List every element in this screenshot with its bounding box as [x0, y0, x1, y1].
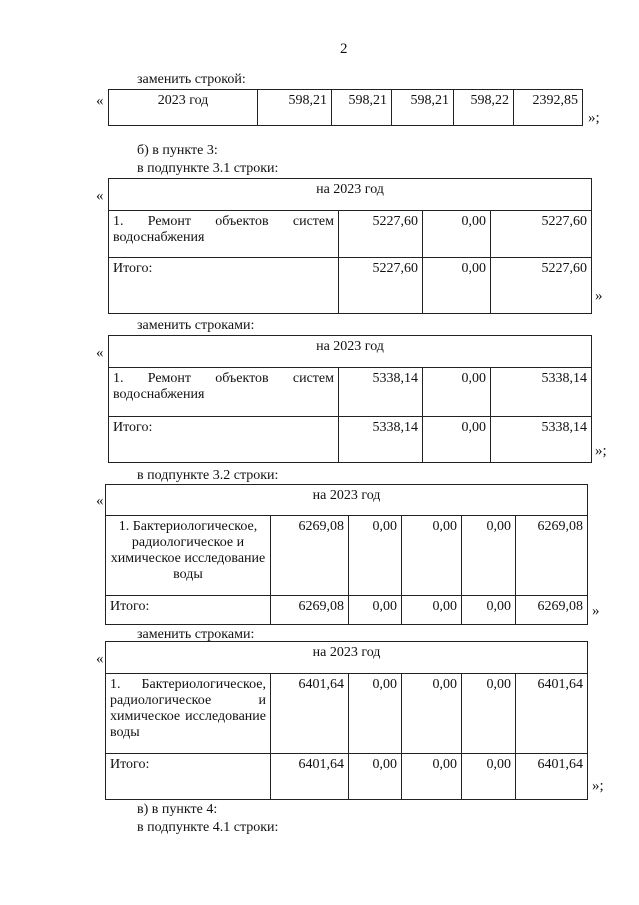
- close-quote: »;: [595, 443, 607, 459]
- subsection-heading: б) в пункте 3:: [137, 143, 218, 158]
- value-cell: 0,00: [462, 674, 516, 754]
- value-cell: 0,00: [402, 754, 462, 800]
- table-3-1-old: [108, 178, 592, 314]
- table-header: на 2023 год: [106, 642, 588, 674]
- value-cell: 598,21: [258, 90, 332, 126]
- table-3-2-new: [105, 641, 588, 800]
- value-cell: 6269,08: [271, 596, 349, 625]
- value-cell: 0,00: [462, 754, 516, 800]
- row-label: 1. Ремонт объектов систем водоснабжения: [109, 368, 339, 417]
- open-quote: «: [96, 345, 104, 361]
- row-label: 1. Бактериологическое, радиологическое и химическое исследование воды: [106, 516, 271, 596]
- open-quote: «: [96, 493, 104, 509]
- table-3-2-old: [105, 484, 588, 625]
- open-quote: «: [96, 651, 104, 667]
- value-cell: 0,00: [402, 674, 462, 754]
- value-cell: 5227,60: [339, 211, 423, 258]
- row-label: 1. Бактериологическое, радиологическое и химическое исследование воды: [106, 674, 271, 754]
- total-label: Итого:: [109, 258, 339, 314]
- close-quote: »;: [592, 778, 604, 794]
- value-cell: 5338,14: [491, 368, 592, 417]
- subsection-subheading: в подпункте 4.1 строки:: [137, 820, 279, 835]
- replace-lines-intro: заменить строками:: [137, 627, 255, 642]
- value-cell: 0,00: [349, 674, 402, 754]
- close-quote: »: [595, 288, 603, 304]
- value-cell: 598,21: [332, 90, 392, 126]
- value-cell: 0,00: [462, 516, 516, 596]
- close-quote: »: [592, 603, 600, 619]
- value-cell: 6401,64: [271, 754, 349, 800]
- value-cell: 6269,08: [271, 516, 349, 596]
- value-cell: 6401,64: [516, 754, 588, 800]
- table-3-1-new: [108, 335, 592, 463]
- value-cell: 0,00: [423, 258, 491, 314]
- total-cell: 2392,85: [514, 90, 583, 126]
- value-cell: 5227,60: [491, 258, 592, 314]
- table-header: на 2023 год: [109, 336, 592, 368]
- value-cell: 0,00: [349, 754, 402, 800]
- value-cell: 6269,08: [516, 516, 588, 596]
- total-label: Итого:: [106, 596, 271, 625]
- table-header: на 2023 год: [109, 179, 592, 211]
- value-cell: 6401,64: [516, 674, 588, 754]
- value-cell: 5338,14: [339, 417, 423, 463]
- value-cell: 0,00: [402, 596, 462, 625]
- value-cell: 6269,08: [516, 596, 588, 625]
- value-cell: 0,00: [423, 368, 491, 417]
- value-cell: 0,00: [402, 516, 462, 596]
- value-cell: 0,00: [462, 596, 516, 625]
- value-cell: 598,22: [454, 90, 514, 126]
- value-cell: 5227,60: [491, 211, 592, 258]
- value-cell: 0,00: [423, 417, 491, 463]
- page-number: 2: [340, 41, 348, 57]
- row-label: 1. Ремонт объектов систем водоснабжения: [109, 211, 339, 258]
- replace-lines-intro: заменить строками:: [137, 318, 255, 333]
- table-header: на 2023 год: [106, 485, 588, 516]
- subsection-subheading: в подпункте 3.2 строки:: [137, 468, 279, 483]
- total-label: Итого:: [109, 417, 339, 463]
- open-quote: «: [96, 188, 104, 204]
- value-cell: 5338,14: [339, 368, 423, 417]
- open-quote: «: [96, 93, 104, 109]
- value-cell: 0,00: [349, 596, 402, 625]
- value-cell: 0,00: [423, 211, 491, 258]
- subsection-heading: в) в пункте 4:: [137, 802, 218, 817]
- year-cell: 2023 год: [109, 90, 258, 126]
- replace-line-intro: заменить строкой:: [137, 72, 246, 87]
- close-quote: »;: [588, 110, 600, 126]
- value-cell: 598,21: [392, 90, 454, 126]
- value-cell: 6401,64: [271, 674, 349, 754]
- value-cell: 5227,60: [339, 258, 423, 314]
- subsection-subheading: в подпункте 3.1 строки:: [137, 161, 279, 176]
- replacement-row-table: [108, 89, 583, 126]
- value-cell: 5338,14: [491, 417, 592, 463]
- value-cell: 0,00: [349, 516, 402, 596]
- total-label: Итого:: [106, 754, 271, 800]
